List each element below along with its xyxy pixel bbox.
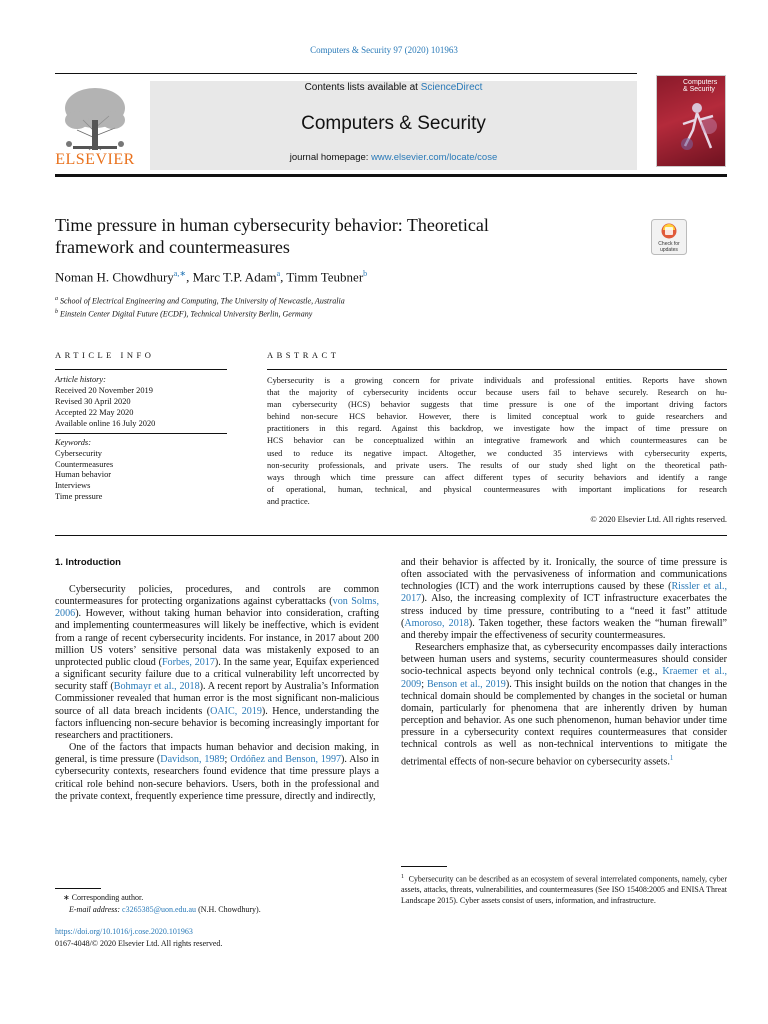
keywords	[55, 438, 113, 503]
journal-cover-thumbnail[interactable]	[656, 75, 726, 167]
abstract-text	[267, 375, 727, 508]
author-list: Noman H. Chowdhury$^{a,∗}$, Marc T.P. Adam$^a$, Timm Teubner$^b$	[55, 269, 368, 285]
contents-availability	[150, 82, 637, 93]
affiliations	[55, 294, 345, 320]
svg-text:Check for: Check for	[658, 241, 680, 247]
article-info-rule	[55, 369, 227, 370]
history-item: Received 20 November 2019	[55, 386, 153, 395]
body-column-right	[401, 557, 727, 768]
body-column-left	[55, 584, 379, 803]
section-heading-introduction: 1. Introduction	[55, 557, 121, 568]
keyword-item: Cybersecurity	[55, 448, 102, 458]
history-item: Available online 16 July 2020	[55, 419, 156, 428]
keyword-list	[55, 449, 113, 503]
keyword-item: Time pressure	[55, 491, 103, 501]
author-name[interactable]: Marc T.P. Adam	[192, 269, 277, 285]
citation-link[interactable]: Ordóñez and Benson, 1997	[230, 754, 342, 766]
citation-link[interactable]: Forbes, 2017	[161, 656, 215, 668]
keyword-item: Countermeasures	[55, 459, 114, 469]
doi-link[interactable]: https://doi.org/10.1016/j.cose.2020.101963	[55, 927, 193, 936]
keyword-item: Human behavior	[55, 470, 112, 480]
article-info-heading: ARTICLE INFO	[55, 350, 155, 360]
body-paragraph: Cybersecurity policies, procedures, and controls are common countermeasures for protecting organizations against cyberattacks (von Solms, 2006). However, without taking human behavior into consideration, crafting and implementing countermeasures will likely be ineffective, which is evident from a range of recent cybersecurity incidents. For instance, in 2017 about 200 million US voters’ sensitive personal data was mistakenly exposed to an unprotected public cloud (Forbes, 2017). In the same year, Equifax experienced a significant security failure due to a critical vulnerability left uncorrected by security staff (Bohmayr et al., 2018). A recent report by Australia’s Information Commissioner revealed that human error is the most significant non-malicious source of all data breach incidents (OAIC, 2019). Hence, understanding the factors influencing non-secure behavior is becoming increasingly important for researchers and practitioners.	[55, 584, 379, 741]
keywords-label: Keywords:	[55, 438, 91, 447]
abstract-line: non-security professionals, and private users. The results of our study shed light on the theoretical path-	[267, 460, 727, 470]
publisher-name: ELSEVIER	[55, 151, 135, 168]
abstract-line: man cybersecurity (HCS) behavior suggests that time pressure is one of the important driving factors	[267, 400, 727, 410]
email-link[interactable]: c3265385@uon.edu.au	[122, 905, 197, 914]
abstract-line: behind non-secure HCS behavior. However, there is limited conceptual work to guide researchers and	[267, 412, 727, 422]
history-item: Accepted 22 May 2020	[55, 408, 134, 417]
footnote-rule-left	[55, 888, 101, 889]
sciencedirect-link[interactable]: ScienceDirect	[420, 82, 483, 93]
corresponding-author-note: ∗ Corresponding author. E-mail address: c3265385@uon.edu.au (N.H. Chowdhury).	[63, 893, 261, 914]
affiliation-b: $^b$ Einstein Center Digital Future (ECDF), Technical University Berlin, Germany	[55, 309, 313, 319]
abstract-line: practitioners in this regard. Against this backdrop, we investigate how the impact of time pressure on	[267, 424, 727, 434]
body-paragraph: and their behavior is affected by it. Ironically, the source of time pressure is often associated with the pervasiveness of information and communications technologies (ICT) and the work interruptions caused by these (Rissler et al., 2017). Also, the increasing complexity of ICT infrastructure exacerbates the stress induced by time pressure, contributing to a “need it fast” attitude (Amoroso, 2018). Taken together, these factors weaken the “human firewall” and thereby impair the effectiveness of security countermeasures.	[401, 557, 727, 641]
author-affiliation-mark: a	[276, 269, 281, 278]
journal-homepage	[150, 152, 637, 163]
abstract-line: ways through which time pressure can affect different types of security behaviors and identify a range	[267, 472, 727, 482]
abstract-line: used to reduce its negative impact. Altogether, we conducted 35 interviews with cybersecurity experts,	[267, 448, 727, 458]
paper-title: Time pressure in human cybersecurity behavior: Theoretical framework and countermeasures	[55, 215, 489, 257]
author-affiliation-mark: b	[363, 269, 368, 278]
citation-link[interactable]: Rissler et al., 2017	[401, 581, 727, 605]
citation-link[interactable]: von Solms, 2006	[55, 596, 379, 620]
journal-title: Computers & Security	[301, 113, 486, 134]
abstract-rule	[267, 369, 727, 370]
check-for-updates-badge[interactable]	[651, 219, 687, 255]
contents-prefix: Contents lists available at	[304, 82, 421, 93]
homepage-prefix: journal homepage:	[289, 152, 372, 163]
abstract-line: Cybersecurity is a growing concern for private individuals and professional entities. Reports have shown	[267, 376, 727, 385]
footnote-1: $^1$ Cybersecurity can be described as an ecosystem of several interrelated components, namely, cyber assets, attacks, threats, vulnerabilities, and countermeasures (See ISO 15408:2005 and ENISA Threat Landscape 2015). Cyber assets consist of users, information, and infrastructure.	[401, 874, 727, 906]
citation-link[interactable]: Bohmayr et al., 2018	[113, 681, 200, 693]
citation-link[interactable]: OAIC, 2019	[210, 705, 262, 717]
header-bottom-rule	[55, 174, 727, 177]
citation-link[interactable]: Kraemer et al., 2009	[401, 666, 727, 690]
history-item: Revised 30 April 2020	[55, 397, 131, 406]
body-paragraph: One of the factors that impacts human behavior and decision making, in general, is time pressure (Davidson, 1989; Ordóñez and Benson, 1997). Also in cybersecurity contexts, researchers found evidence that time pressure plays a critical role behind non-secure behaviors. Users, both in the professional and the private context, frequently experience time pressure, directly and indirectly,	[55, 742, 379, 802]
affiliation-a: $^a$ School of Electrical Engineering and Computing, The University of Newcastle, Australia	[55, 296, 345, 306]
abstract-copyright: © 2020 Elsevier Ltd. All rights reserved.	[590, 515, 727, 524]
keywords-rule	[55, 433, 227, 434]
body-paragraph: Researchers emphasize that, as cybersecurity encompasses daily interactions between human users and systems, security countermeasures should consider socio-technical aspects beyond only technical controls (e.g., Kraemer et al., 2009; Benson et al., 2019). This insight builds on the notion that changes in the technical domain should be complemented by changes in the societal or human domain, particularly for phenomena that are inherently driven by human perception and behavior. As one such phenomenon, human behavior under time pressure in a cybersecurity context requires countermeasures that consider technical controls as well as non-technical interventions to mitigate the detrimental effects of non-secure behavior on cybersecurity assets.$^1$	[401, 642, 728, 767]
author-affiliation-mark: a,∗	[173, 269, 187, 278]
svg-text:updates: updates	[660, 247, 678, 253]
front-matter-rule	[55, 535, 727, 536]
homepage-link[interactable]: www.elsevier.com/locate/cose	[371, 152, 498, 163]
footnote-ref[interactable]: 1	[669, 753, 674, 762]
abstract-heading: ABSTRACT	[267, 350, 340, 360]
history-list	[55, 385, 155, 429]
keyword-item: Interviews	[55, 481, 91, 491]
author-name[interactable]: Noman H. Chowdhury	[55, 269, 174, 285]
issn-line: 0167-4048/© 2020 Elsevier Ltd. All rights reserved.	[55, 938, 223, 948]
abstract-line: that the majority of cybersecurity incidents occur because users fail to behave securely. Research on hu-	[267, 388, 727, 398]
footnote-rule-right	[401, 866, 447, 867]
history-label: Article history:	[55, 375, 106, 384]
abstract-line: of operational, human, technical, and physical countermeasures with important implications for research	[267, 484, 727, 494]
cover-title: Computers & Security	[683, 79, 718, 93]
cover-figure-image	[675, 98, 721, 158]
citation-link[interactable]: Benson et al., 2019	[426, 678, 506, 690]
abstract-line: HCS behavior can be conceptualized within an integrative framework and which countermeasures can be	[267, 436, 727, 446]
header-top-rule	[55, 73, 637, 74]
citation-link[interactable]: Amoroso, 2018	[404, 617, 469, 629]
doi-block	[55, 926, 222, 949]
journal-reference[interactable]: Computers & Security 97 (2020) 101963	[310, 45, 458, 55]
article-history	[55, 374, 155, 429]
abstract-line: and practice.	[267, 496, 310, 506]
citation-link[interactable]: Davidson, 1989	[160, 754, 225, 766]
author-name[interactable]: Timm Teubner	[286, 269, 364, 285]
